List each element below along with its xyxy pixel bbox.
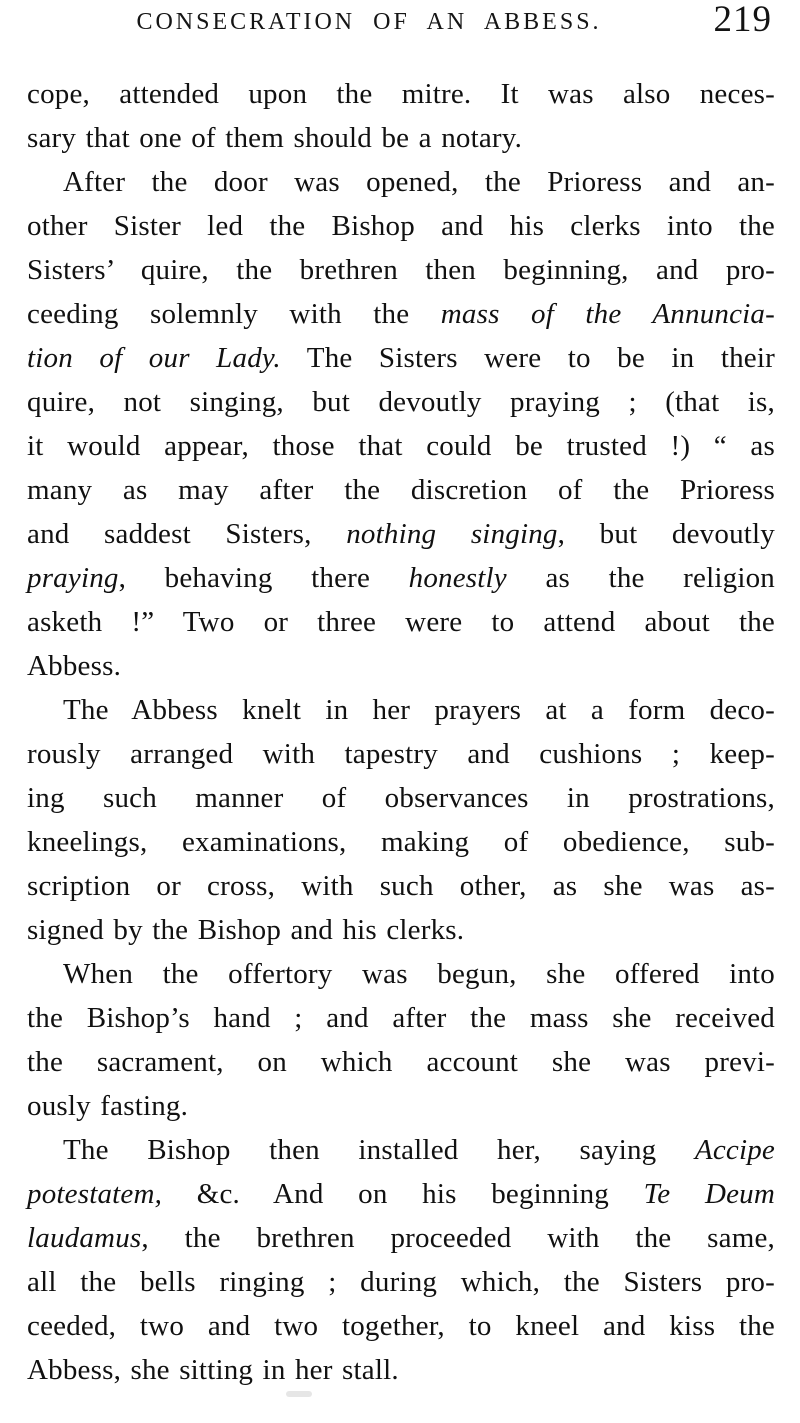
text-segment: all the bells ringing ; during which, the Sisters pro-: [27, 1266, 775, 1298]
text-line: [27, 468, 775, 512]
text-segment: , but devoutly: [557, 518, 775, 550]
italic-text-segment: honestly: [408, 562, 507, 594]
text-line: [27, 1172, 775, 1216]
text-segment: the Bishop’s hand ; and after the mass she received: [27, 1002, 775, 1034]
italic-text-segment: Accipe: [694, 1134, 775, 1166]
text-segment: When the offertory was begun, she offered into: [63, 958, 775, 990]
text-segment: quire, not singing, but devoutly praying ; (that is,: [27, 386, 775, 418]
text-segment: rously arranged with tapestry and cushions ; keep-: [27, 738, 775, 770]
paragraph: [27, 952, 775, 1128]
text-line: [27, 336, 775, 380]
text-body: [27, 72, 775, 1392]
text-line: [27, 248, 775, 292]
text-segment: many as may after the discretion of the Prioress: [27, 474, 775, 506]
text-line: [27, 1304, 775, 1348]
page-header: [27, 0, 775, 62]
text-line: [27, 72, 775, 116]
text-segment: , the brethren proceeded with the same,: [141, 1222, 775, 1254]
text-line: [27, 644, 775, 688]
text-segment: other Sister led the Bishop and his clerks into the: [27, 210, 775, 242]
text-segment: sary that one of them should be a notary.: [27, 122, 523, 154]
text-line: [27, 688, 775, 732]
text-segment: as the religion: [506, 562, 775, 594]
text-segment: ously fasting.: [27, 1090, 189, 1122]
text-segment: ing such manner of observances in prostrations,: [27, 782, 775, 814]
paragraph: [27, 1128, 775, 1392]
text-segment: and saddest Sisters,: [27, 518, 347, 550]
text-line: [27, 1216, 775, 1260]
italic-text-segment: potestatem,: [27, 1178, 163, 1210]
paragraph: [27, 688, 775, 952]
text-segment: cope, attended upon the mitre. It was also neces-: [27, 78, 775, 110]
paragraph: [27, 160, 775, 688]
text-segment: Abbess, she sitting in her stall.: [27, 1354, 399, 1386]
text-line: [27, 160, 775, 204]
text-segment: Abbess.: [27, 650, 122, 682]
text-line: [27, 952, 775, 996]
text-segment: The Sisters were to be in their: [280, 342, 775, 374]
italic-text-segment: tion of our Lady.: [27, 342, 281, 374]
text-line: [27, 864, 775, 908]
text-segment: ceeded, two and two together, to kneel and kiss the: [27, 1310, 775, 1342]
text-segment: signed by the Bishop and his clerks.: [27, 914, 465, 946]
text-line: [27, 996, 775, 1040]
text-segment: The Abbess knelt in her prayers at a form deco-: [63, 694, 775, 726]
italic-text-segment: nothing singing: [346, 518, 558, 550]
text-segment: After the door was opened, the Prioress and an-: [63, 166, 775, 198]
text-line: [27, 1040, 775, 1084]
text-line: [27, 556, 775, 600]
text-line: [27, 908, 775, 952]
text-line: [27, 1084, 775, 1128]
text-line: [27, 1128, 775, 1172]
text-segment: ceeding solemnly with the: [27, 298, 441, 330]
text-segment: asketh !” Two or three were to attend about the: [27, 606, 775, 638]
text-line: [27, 1260, 775, 1304]
text-line: [27, 116, 775, 160]
text-line: [27, 820, 775, 864]
text-line: [27, 380, 775, 424]
text-segment: scription or cross, with such other, as she was as-: [27, 870, 775, 902]
paragraph: [27, 72, 775, 160]
text-segment: the sacrament, on which account she was previ-: [27, 1046, 775, 1078]
text-line: [27, 776, 775, 820]
italic-text-segment: mass of the Annuncia-: [440, 298, 775, 330]
text-line: [27, 1348, 775, 1392]
italic-text-segment: Te Deum: [643, 1178, 775, 1210]
text-segment: kneelings, examinations, making of obedience, sub-: [27, 826, 775, 858]
running-title: CONSECRATION OF AN ABBESS.: [136, 9, 602, 35]
page-number: 219: [713, 0, 772, 40]
text-segment: &c. And on his beginning: [162, 1178, 644, 1210]
text-segment: , behaving there: [118, 562, 409, 594]
scan-smudge: [286, 1391, 312, 1397]
italic-text-segment: praying: [27, 562, 119, 594]
text-line: [27, 600, 775, 644]
text-line: [27, 424, 775, 468]
text-line: [27, 512, 775, 556]
text-line: [27, 204, 775, 248]
text-line: [27, 292, 775, 336]
text-segment: The Bishop then installed her, saying: [63, 1134, 695, 1166]
text-segment: Sisters’ quire, the brethren then beginning, and pro-: [27, 254, 775, 286]
text-segment: it would appear, those that could be trusted !) “ as: [27, 430, 775, 462]
text-line: [27, 732, 775, 776]
italic-text-segment: laudamus: [27, 1222, 142, 1254]
